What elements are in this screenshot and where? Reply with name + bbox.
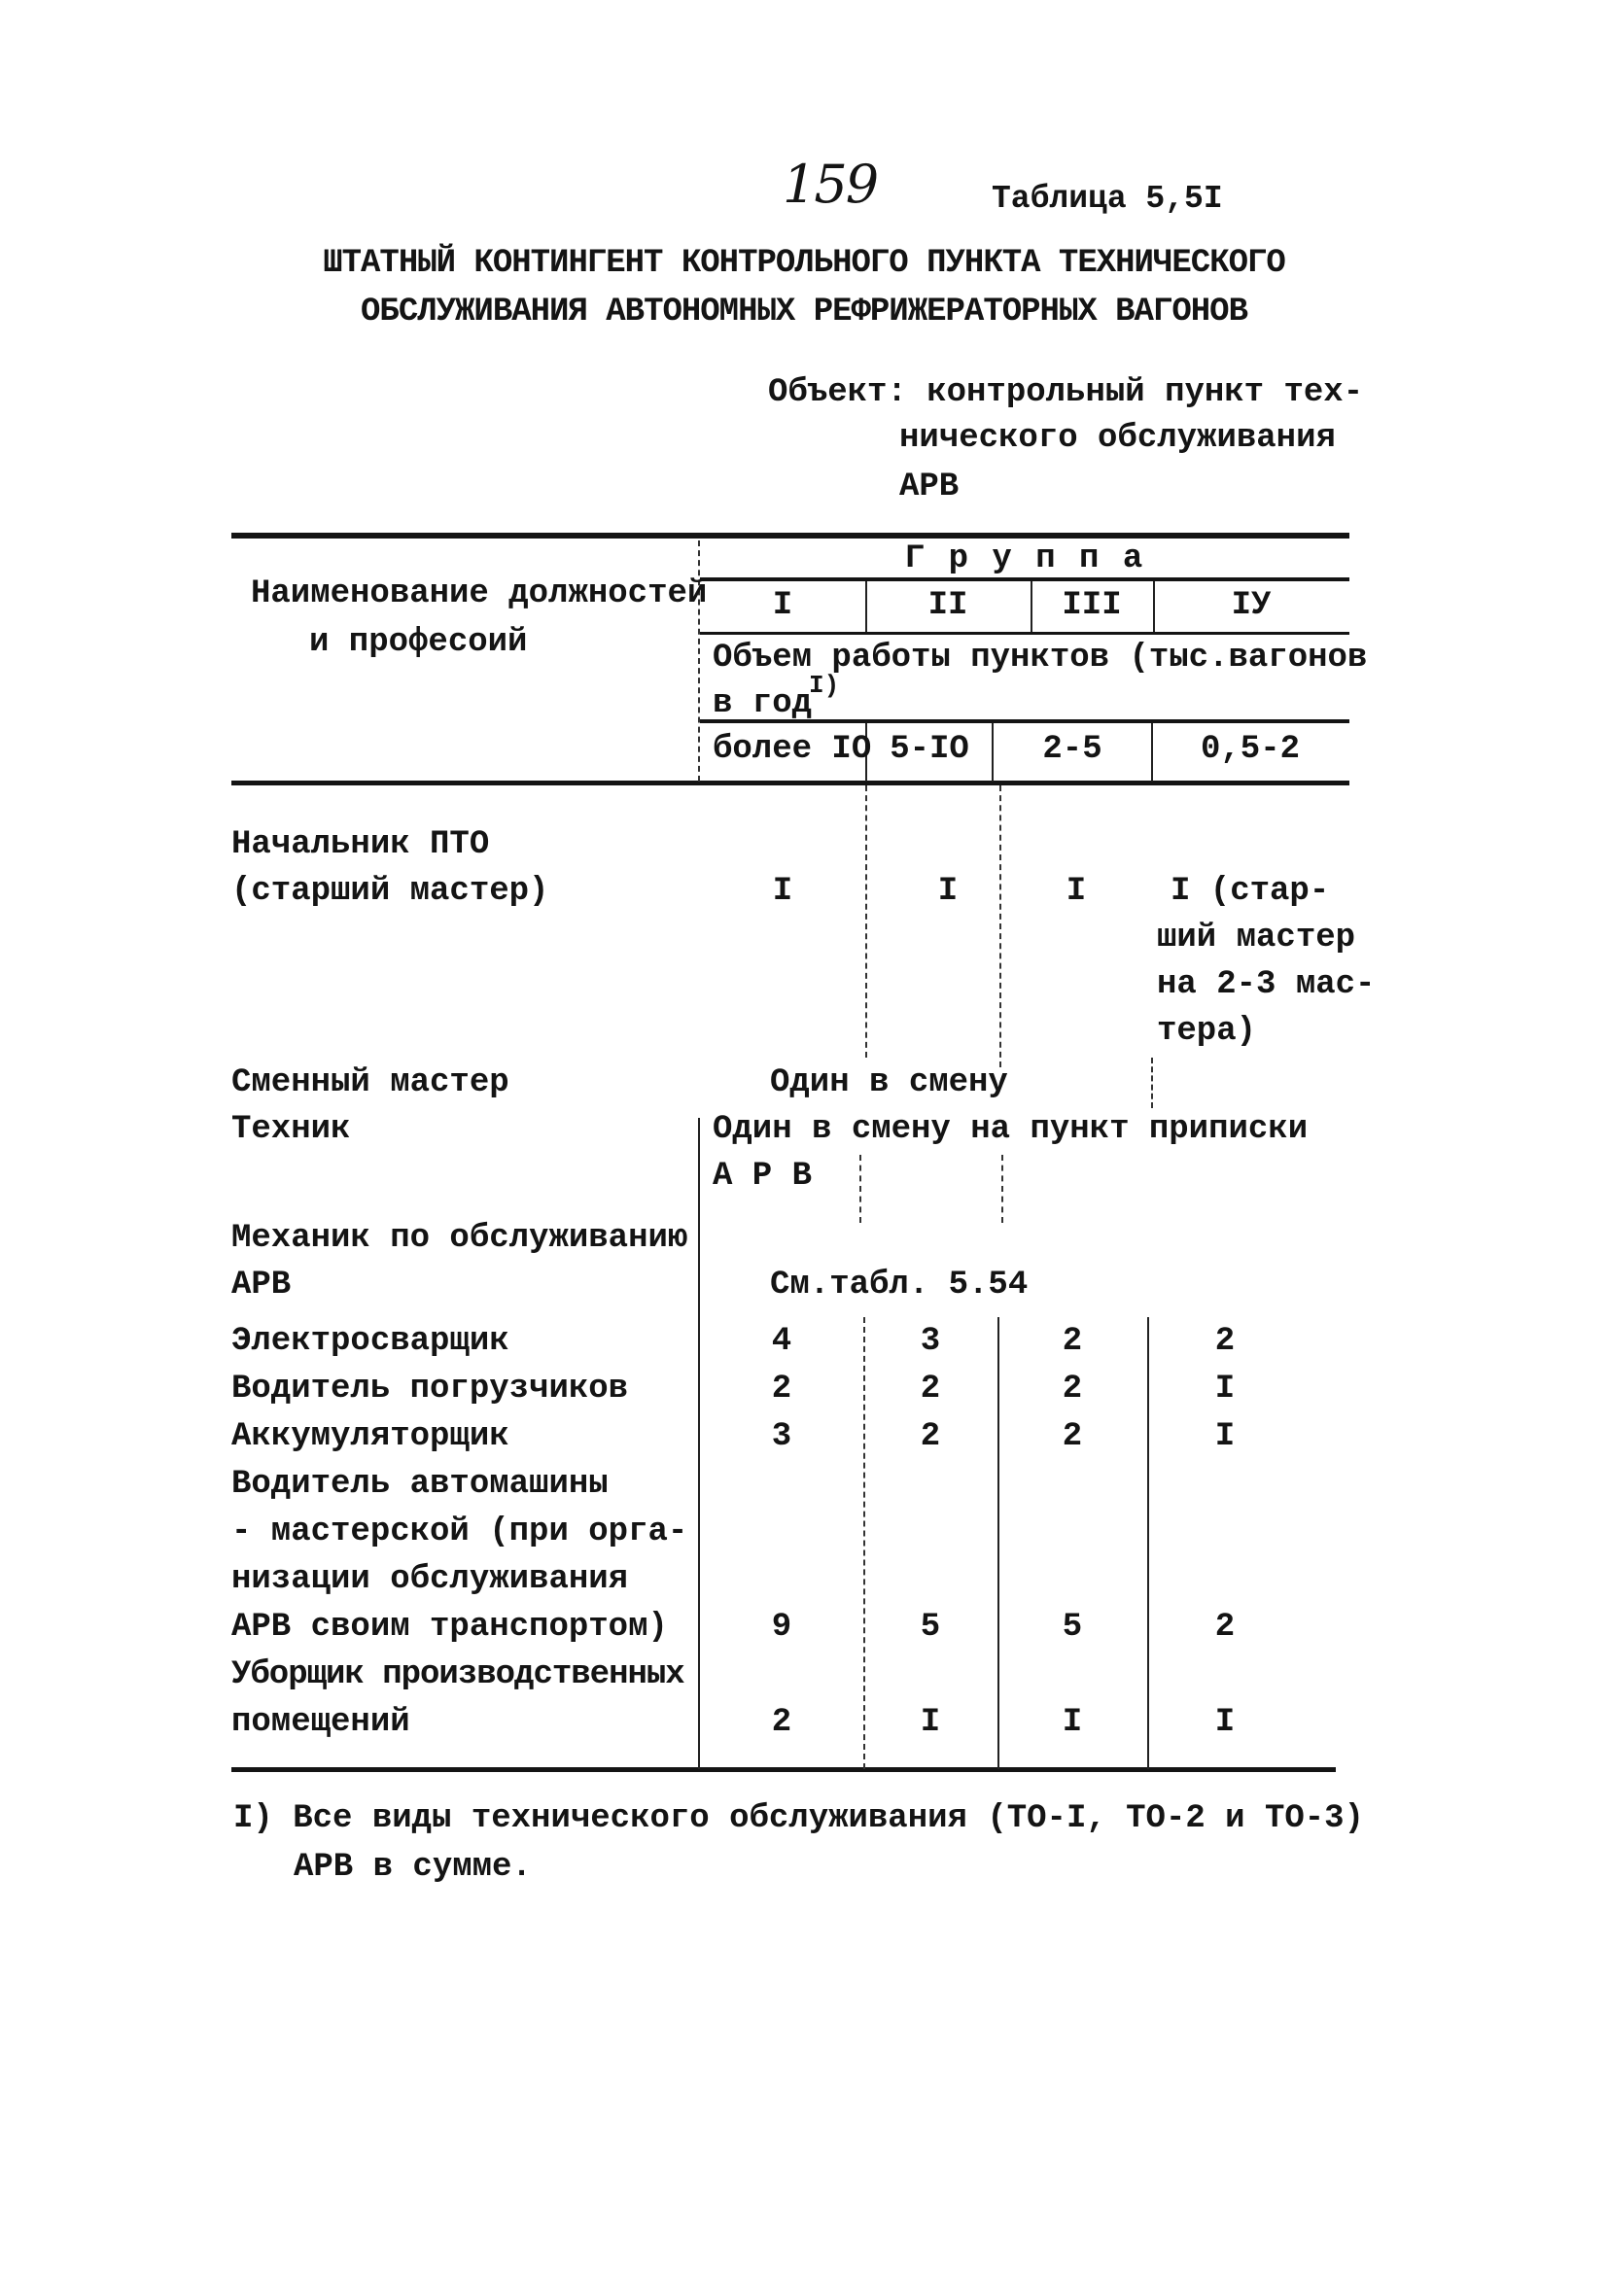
row9-value-II: I	[920, 1704, 941, 1741]
row1-name-line-2: (старший мастер)	[231, 873, 549, 910]
row4-name-line-1: Механик по обслуживанию	[231, 1220, 688, 1257]
row1-value-III: I	[1066, 873, 1087, 910]
row1-name-line-1: Начальник ПТО	[231, 826, 490, 863]
col-divider-1-top	[865, 785, 867, 1058]
footnote-line-1: I) Все виды технического обслуживания (ТО-I, ТО-2 и ТО-3)	[233, 1800, 1364, 1837]
row5-value-IV: 2	[1214, 1323, 1236, 1360]
col-divider-3-top	[1151, 1058, 1153, 1108]
row3-span-line-1: Один в смену на пункт приписки	[713, 1111, 1309, 1148]
volume-footnote-mark: I)	[809, 671, 840, 700]
row7-name: Аккумуляторщик	[231, 1418, 509, 1455]
row2-span: Один в смену	[770, 1064, 1008, 1101]
page-number: 159	[783, 154, 878, 215]
footnote-line-2: АРВ в сумме.	[294, 1849, 532, 1886]
row1-extra-line-2: на 2-3 мас-	[1157, 966, 1376, 1003]
row5-name: Электросварщик	[231, 1323, 509, 1360]
row6-value-II: 2	[920, 1371, 941, 1408]
object-line-1: Объект: контрольный пункт тех-	[768, 374, 1364, 411]
row1-extra-line-1: ший мастер	[1157, 920, 1356, 957]
row1-value-II: I	[937, 873, 959, 910]
group-II: II	[927, 587, 968, 624]
title-line-1: ШТАТНЫЙ КОНТИНГЕНТ КОНТРОЛЬНОГО ПУНКТА ТЕХНИЧЕСКОГО	[323, 245, 1285, 282]
row5-value-II: 3	[920, 1323, 941, 1360]
row8-name-line-1: Водитель автомашины	[231, 1466, 609, 1503]
object-line-2: нического обслуживания	[899, 420, 1336, 457]
row8-value-IV: 2	[1214, 1609, 1236, 1646]
row6-value-IV: I	[1214, 1371, 1236, 1408]
col-divider-1-mid	[859, 1155, 861, 1223]
row7-value-I: 3	[771, 1418, 792, 1455]
row5-value-III: 2	[1062, 1323, 1083, 1360]
volume-line-1: Объем работы пунктов (тыс.вагонов	[713, 640, 1368, 677]
object-line-3: АРВ	[899, 469, 960, 505]
row6-value-III: 2	[1062, 1371, 1083, 1408]
row8-value-II: 5	[920, 1609, 941, 1646]
row8-name-line-3: низации обслуживания	[231, 1561, 629, 1598]
row8-name-line-2: - мастерской (при орга-	[231, 1513, 688, 1550]
row8-value-I: 9	[771, 1609, 792, 1646]
group-rule	[700, 577, 1349, 581]
title-line-2: ОБСЛУЖИВАНИЯ АВТОНОМНЫХ РЕФРИЖЕРАТОРНЫХ ВАГОНОВ	[361, 294, 1247, 330]
row6-value-I: 2	[771, 1371, 792, 1408]
range-III: 2-5	[1042, 731, 1102, 768]
range-II: 5-IO	[890, 731, 969, 768]
row9-name-line-2: помещений	[231, 1704, 410, 1741]
group-title: Г р у п п а	[904, 540, 1145, 577]
row1-value-IV: I (стар-	[1171, 873, 1330, 910]
header-bottom-rule	[231, 781, 1349, 785]
row4-span: См.табл. 5.54	[770, 1267, 1029, 1304]
row2-name: Сменный мастер	[231, 1064, 509, 1101]
col-divider-2-mid	[1001, 1155, 1003, 1223]
row9-value-IV: I	[1214, 1704, 1236, 1741]
row3-name: Техник	[231, 1111, 351, 1148]
range-IV: 0,5-2	[1200, 731, 1301, 768]
volume-line-2: в год	[713, 685, 813, 722]
row4-name-line-2: АРВ	[231, 1267, 292, 1304]
table-label: Таблица 5,5I	[992, 181, 1223, 217]
row8-name-line-4: АРВ своим транспортом)	[231, 1609, 668, 1646]
row9-value-I: 2	[771, 1704, 792, 1741]
row9-name-line-1: Уборщик производственных	[231, 1656, 684, 1693]
table-bottom-rule	[231, 1767, 1336, 1772]
table-top-rule	[231, 533, 1349, 539]
row1-value-I: I	[772, 873, 793, 910]
group-IV: IУ	[1231, 587, 1272, 624]
col0-header-line-1: Наименование должностей	[251, 575, 708, 612]
row3-span-line-2: А Р В	[713, 1158, 813, 1195]
col0-header-line-2: и професоий	[309, 624, 528, 661]
row7-value-II: 2	[920, 1418, 941, 1455]
row7-value-IV: I	[1214, 1418, 1236, 1455]
row8-value-III: 5	[1062, 1609, 1083, 1646]
row5-value-I: 4	[771, 1323, 792, 1360]
row7-value-III: 2	[1062, 1418, 1083, 1455]
groups-rule	[700, 632, 1349, 635]
group-I: I	[772, 587, 793, 624]
row9-value-III: I	[1062, 1704, 1083, 1741]
row6-name: Водитель погрузчиков	[231, 1371, 629, 1408]
col-divider-2-top	[999, 785, 1001, 1067]
range-I: более IO	[713, 731, 872, 768]
group-III: III	[1062, 587, 1122, 624]
row1-extra-line-3: тера)	[1157, 1013, 1257, 1050]
